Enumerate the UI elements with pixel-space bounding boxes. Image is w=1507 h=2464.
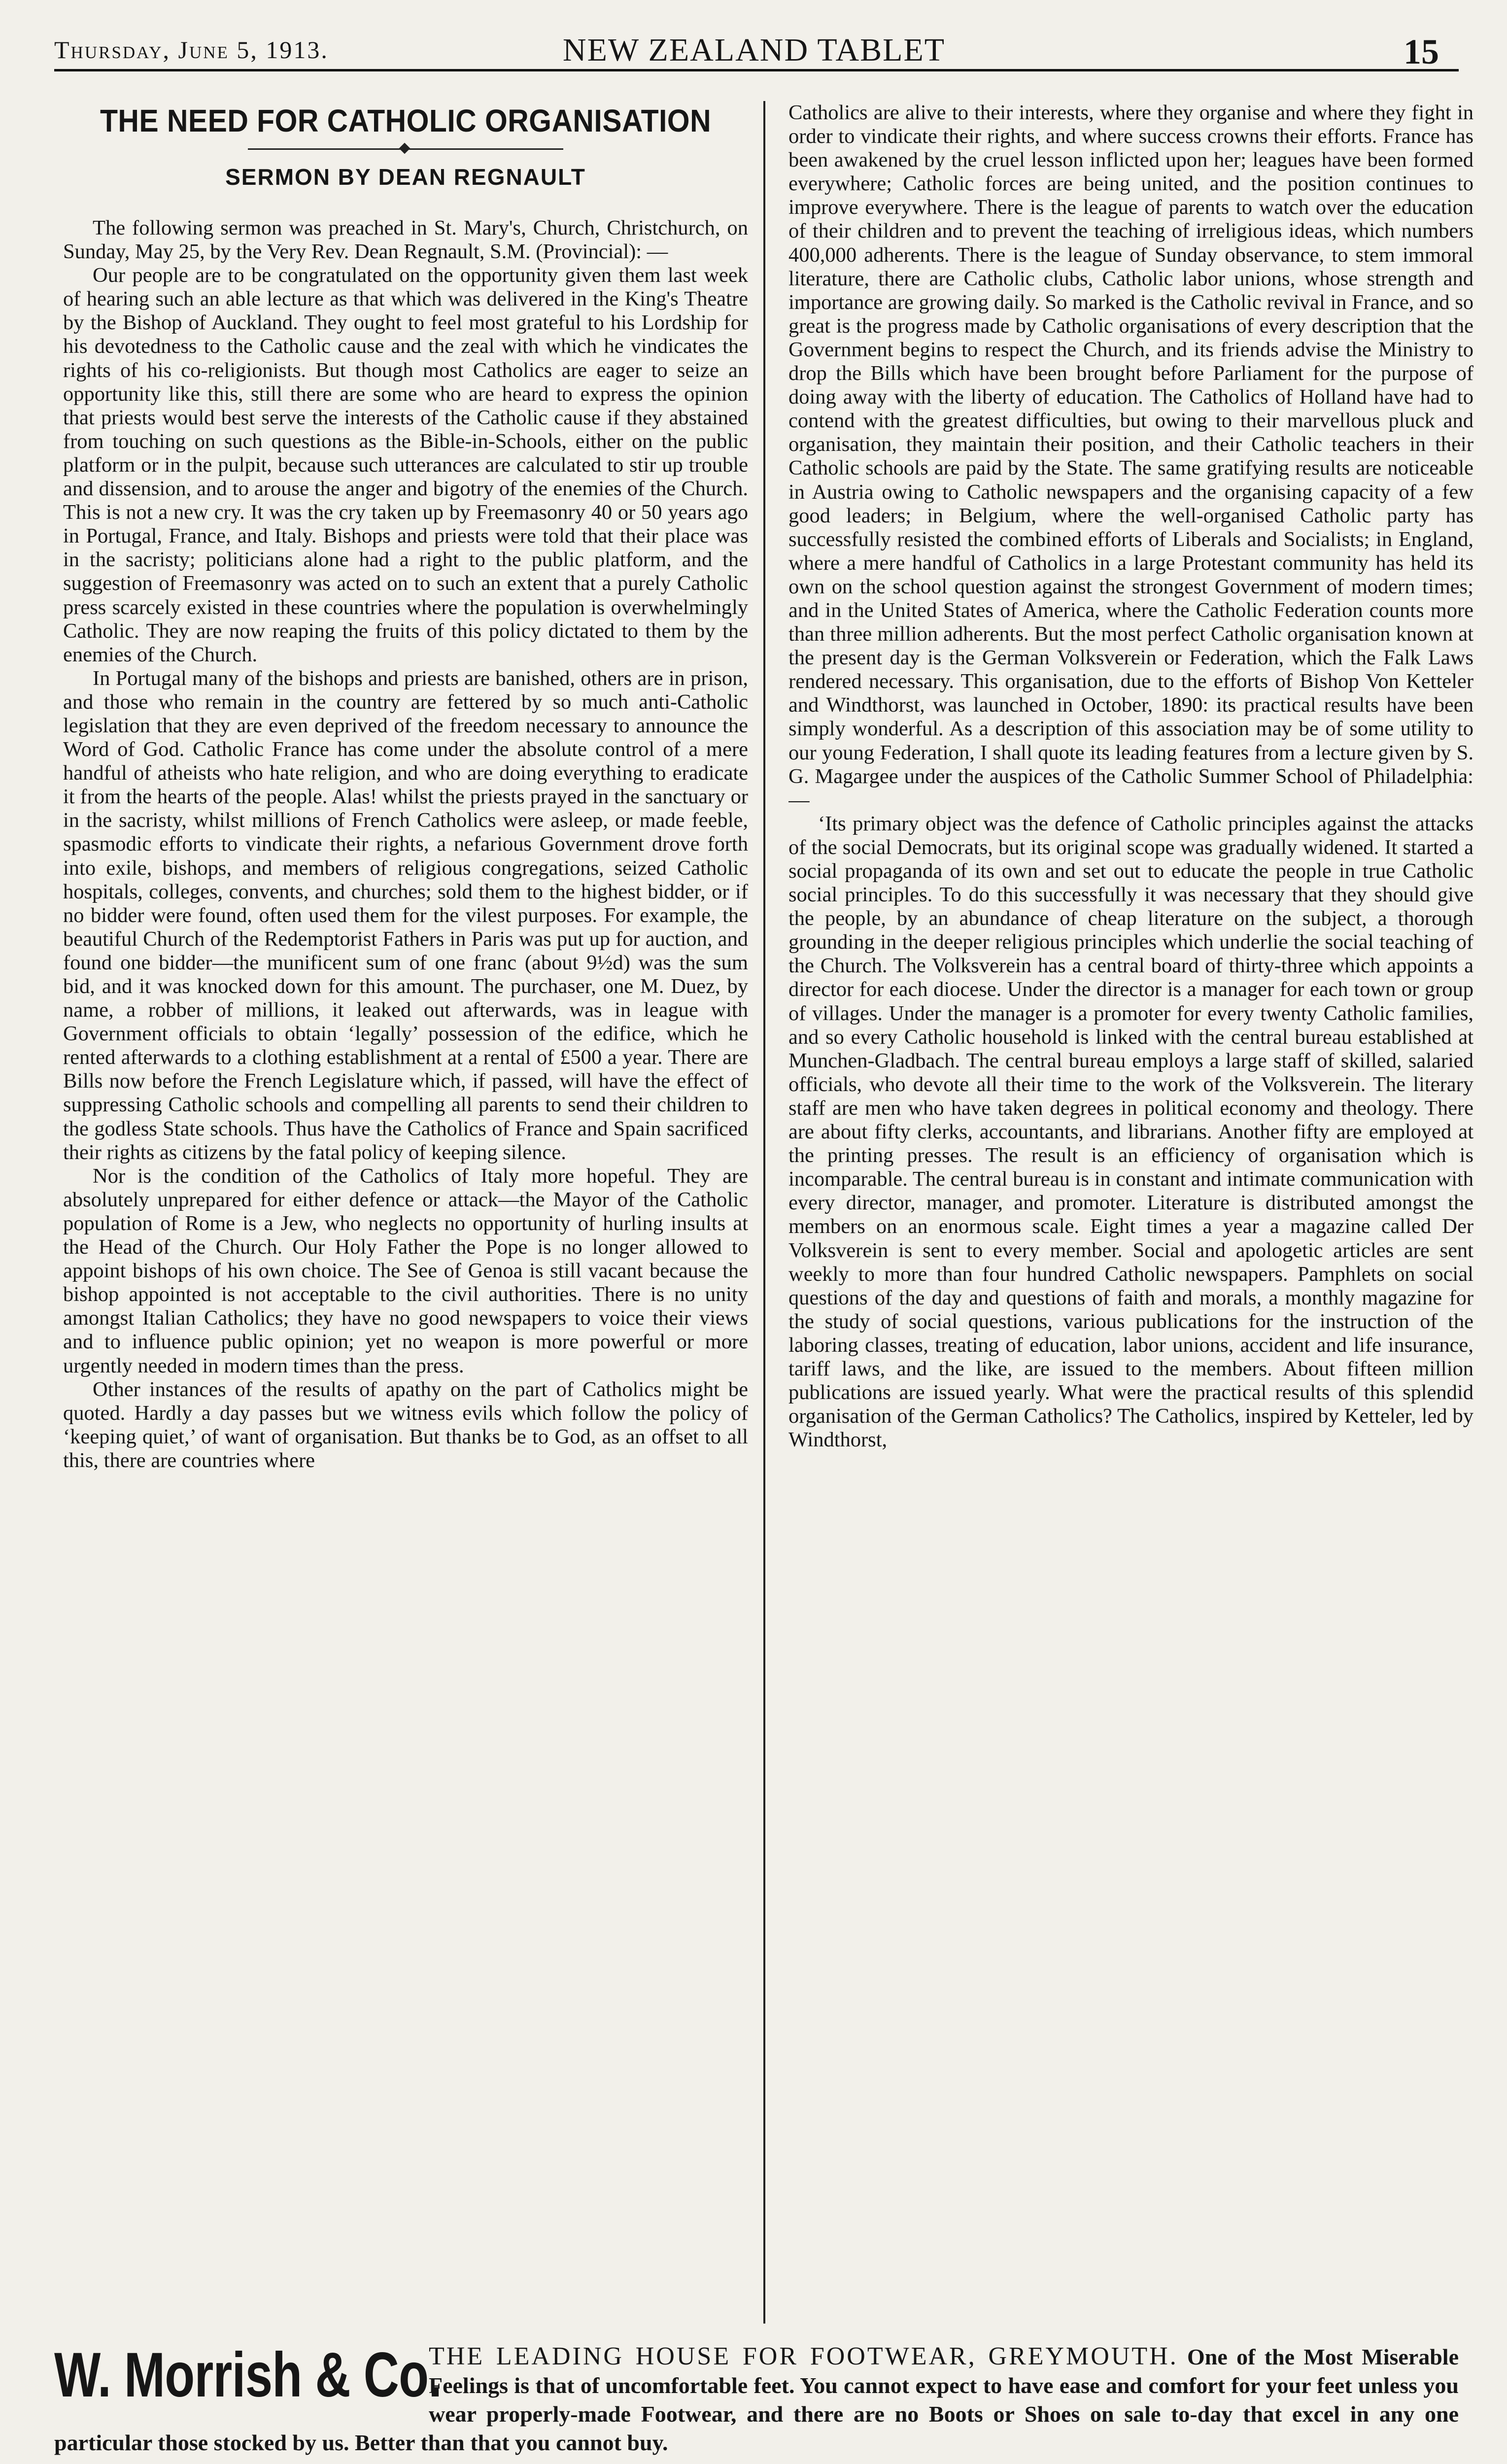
paragraph: Other instances of the results of apathy on the part of Catholics might be quoted. Hardly a day passes but we witness evils which follow the policy of ‘keeping quiet,’ of want of organisation. But thanks be to God, as an offset to all this, there are countries where bbox=[63, 1377, 748, 1472]
page-number: 15 bbox=[1404, 32, 1439, 71]
paragraph: The following sermon was preached in St. Mary's, Church, Christchurch, on Sunday, May 25, by the Very Rev. Dean Regnault, S.M. (Provincial): — bbox=[63, 216, 748, 264]
article-column-right bbox=[788, 101, 1473, 2328]
advertiser-brand: W. Morrish & Co. bbox=[54, 2340, 442, 2410]
paragraph: Catholics are alive to their interests, where they organise and where they fight in order to vindicate their rights, and where success crowns their efforts. France has been awakened by the cruel lesson inflicted upon her; leagues have been formed everywhere; Catholic forces are being united, and the position continues to improve everywhere. There is the league of parents to watch over the education of their children and to prevent the teaching of irreligious ideas, which numbers 400,000 adherents. There is the league of Sunday observance, to stem immoral literature, there are Catholic clubs, Catholic labor unions, whose strength and importance are growing daily. So marked is the Catholic revival in France, and so great is the progress made by Catholic organisations of every description that the Government begins to respect the Church, and its friends advise the Ministry to drop the Bills which have been brought before Parliament for the purpose of doing away with the liberty of education. The Catholics of Holland have had to contend with the greatest difficulties, but owing to their marvellous pluck and organisation, they maintain their position, and their Catholic teachers in their Catholic schools are paid by the State. The same gratifying results are noticeable in Austria owing to Catholic newspapers and the organising capacity of a few good leaders; in Belgium, where the well-organised Catholic party has successfully resisted the combined efforts of Liberals and Socialists; in England, where a mere handful of Catholics in a large Protestant community has held its own on the school question against the strongest Government of modern times; and in the United States of America, where the Catholic Federation counts more than three million adherents. But the most perfect Catholic organisation known at the present day is the German Volksverein or Federation, which the Falk Laws rendered necessary. This organisation, due to the efforts of Bishop Von Ketteler and Windthorst, was launched in October, 1890: its practical results have been simply wonderful. As a description of this association may be of some utility to our young Federation, I shall quote its leading features from a lecture given by S. G. Magargee under the auspices of the Catholic Summer School of Philadelphia: — bbox=[788, 101, 1473, 812]
advertisement-body: One of the Most Miserable Feelings is that of uncomfortable feet. You cannot expect to have ease and comfort for your feet unless you wear properly-made Footwear, and there are no Boots or Shoes on sale to-day that excel in any one particular those stocked by us. Better than that you cannot buy. bbox=[54, 2344, 1459, 2455]
masthead bbox=[54, 30, 1454, 74]
advertisement-headline: THE LEADING HOUSE FOR FOOTWEAR, GREYMOUTH. bbox=[429, 2342, 1178, 2370]
article-subheadline: SERMON BY DEAN REGNAULT bbox=[225, 164, 586, 190]
newspaper-title: NEW ZEALAND TABLET bbox=[562, 32, 946, 68]
article-headline: THE NEED FOR CATHOLIC ORGANISATION bbox=[100, 103, 712, 138]
paragraph: Nor is the condition of the Catholics of Italy more hopeful. They are absolutely unprepared for either defence or attack—the Mayor of the Catholic population of Rome is a Jew, who neglects no opportunity of hurling insults at the Head of the Church. Our Holy Father the Pope is no longer allowed to appoint bishops of his own choice. The See of Genoa is still vacant because the bishop appointed is not acceptable to the civil authorities. There is no unity amongst Italian Catholics; they have no good newspapers to voice their views and to influence public opinion; yet no weapon is more powerful or more urgently needed in modern times than the press. bbox=[63, 1164, 748, 1377]
footwear-advertisement bbox=[54, 2338, 1459, 2464]
paragraph: ‘Its primary object was the defence of Catholic principles against the attacks of the social Democrats, but its original scope was gradually widened. It started a social propaganda of its own and set out to educate the people in true Catholic social principles. To do this successfully it was necessary that they should give the people, by an abundance of cheap literature on the subject, a thorough grounding in the deeper religious principles which underlie the social teaching of the Church. The Volksverein has a central board of thirty-three which appoints a director for each diocese. Under the director is a manager for each town or group of villages. Under the manager is a promoter for every twenty Catholic families, and so every Catholic household is linked with the central bureau established at Munchen-Gladbach. The central bureau employs a large staff of skilled, salaried officials, who devote all their time to the work of the Volksverein. The literary staff are men who have taken degrees in political economy and theology. There are about fifty clerks, accountants, and librarians. Another fifty are employed at the printing presses. The result is an efficiency of organisation which is incomparable. The central bureau is in constant and intimate communication with every director, manager, and promoter. Literature is distributed amongst the members on an enormous scale. Eight times a year a magazine called Der Volksverein is sent to every member. Social and apologetic articles are sent weekly to more than four hundred Catholic newspapers. Pamphlets on social questions of the day and questions of faith and morals, a monthly magazine for the study of social questions, various publications for the instruction of the laboring classes, treating of education, labor unions, accident and life insurance, tariff laws, and the like, are issued to the members. About fifteen million publications are issued yearly. What were the practical results of this splendid organisation of the German Catholics? The Catholics, inspired by Ketteler, led by Windthorst, bbox=[788, 812, 1473, 1452]
paragraph: In Portugal many of the bishops and priests are banished, others are in prison, and those who remain in the country are fettered by so much anti-Catholic legislation that they are even deprived of the freedom necessary to announce the Word of God. Catholic France has come under the absolute control of a mere handful of atheists who hate religion, and who are doing everything to eradicate it from the hearts of the people. Alas! whilst the priests prayed in the sanctuary or in the sacristy, whilst millions of French Catholics were asleep, or made feeble, spasmodic efforts to vindicate their rights, a nefarious Government drove forth into exile, bishops, and members of religious congregations, seized Catholic hospitals, colleges, convents, and churches; sold them to the highest bidder, or if no bidder were found, often used them for the vilest purposes. For example, the beautiful Church of the Redemptorist Fathers in Paris was put up for auction, and found one bidder—the munificent sum of one franc (about 9½d) was the sum bid, and it was knocked down for this amount. The purchaser, one M. Duez, by name, a robber of millions, it leaked out afterwards, was in league with Government officials to obtain ‘legally’ possession of the edifice, which he rented afterwards to a clothing establishment at a rental of £500 a year. There are Bills now before the French Legislature which, if passed, will have the effect of suppressing Catholic schools and compelling all parents to send their children to the godless State schools. Thus have the Catholics of France and Spain sacrificed their rights as citizens by the fatal policy of keeping silence. bbox=[63, 666, 748, 1164]
paragraph: Our people are to be congratulated on the opportunity given them last week of hearing such an able lecture as that which was delivered in the King's Theatre by the Bishop of Auckland. They ought to feel most grateful to his Lordship for his devotedness to the Catholic cause and the zeal with which he vindicates the rights of his co-religionists. But though most Catholics are eager to seize an opportunity like this, still there are some who are heard to express the opinion that priests would best serve the interests of the Catholic cause if they abstained from touching on such questions as the Bible-in-Schools, either on the public platform or in the pulpit, because such utterances are calculated to stir up trouble and dissension, and to arouse the anger and bigotry of the enemies of the Church. This is not a new cry. It was the cry taken up by Freemasonry 40 or 50 years ago in Portugal, France, and Italy. Bishops and priests were told that their place was in the sacristy; politicians alone had a right to the public platform, and the suggestion of Freemasonry was acted on to such an extent that a purely Catholic press scarcely existed in these countries where the population is overwhelmingly Catholic. They are now reaping the fruits of this policy dictated to them by the enemies of the Church. bbox=[63, 264, 748, 666]
issue-date: Thursday, June 5, 1913. bbox=[54, 36, 329, 64]
masthead-rule bbox=[54, 69, 1459, 71]
diamond-icon bbox=[399, 143, 411, 154]
column-divider bbox=[763, 101, 765, 2324]
article-column-left bbox=[63, 101, 748, 2328]
headline-ornament bbox=[248, 140, 563, 158]
